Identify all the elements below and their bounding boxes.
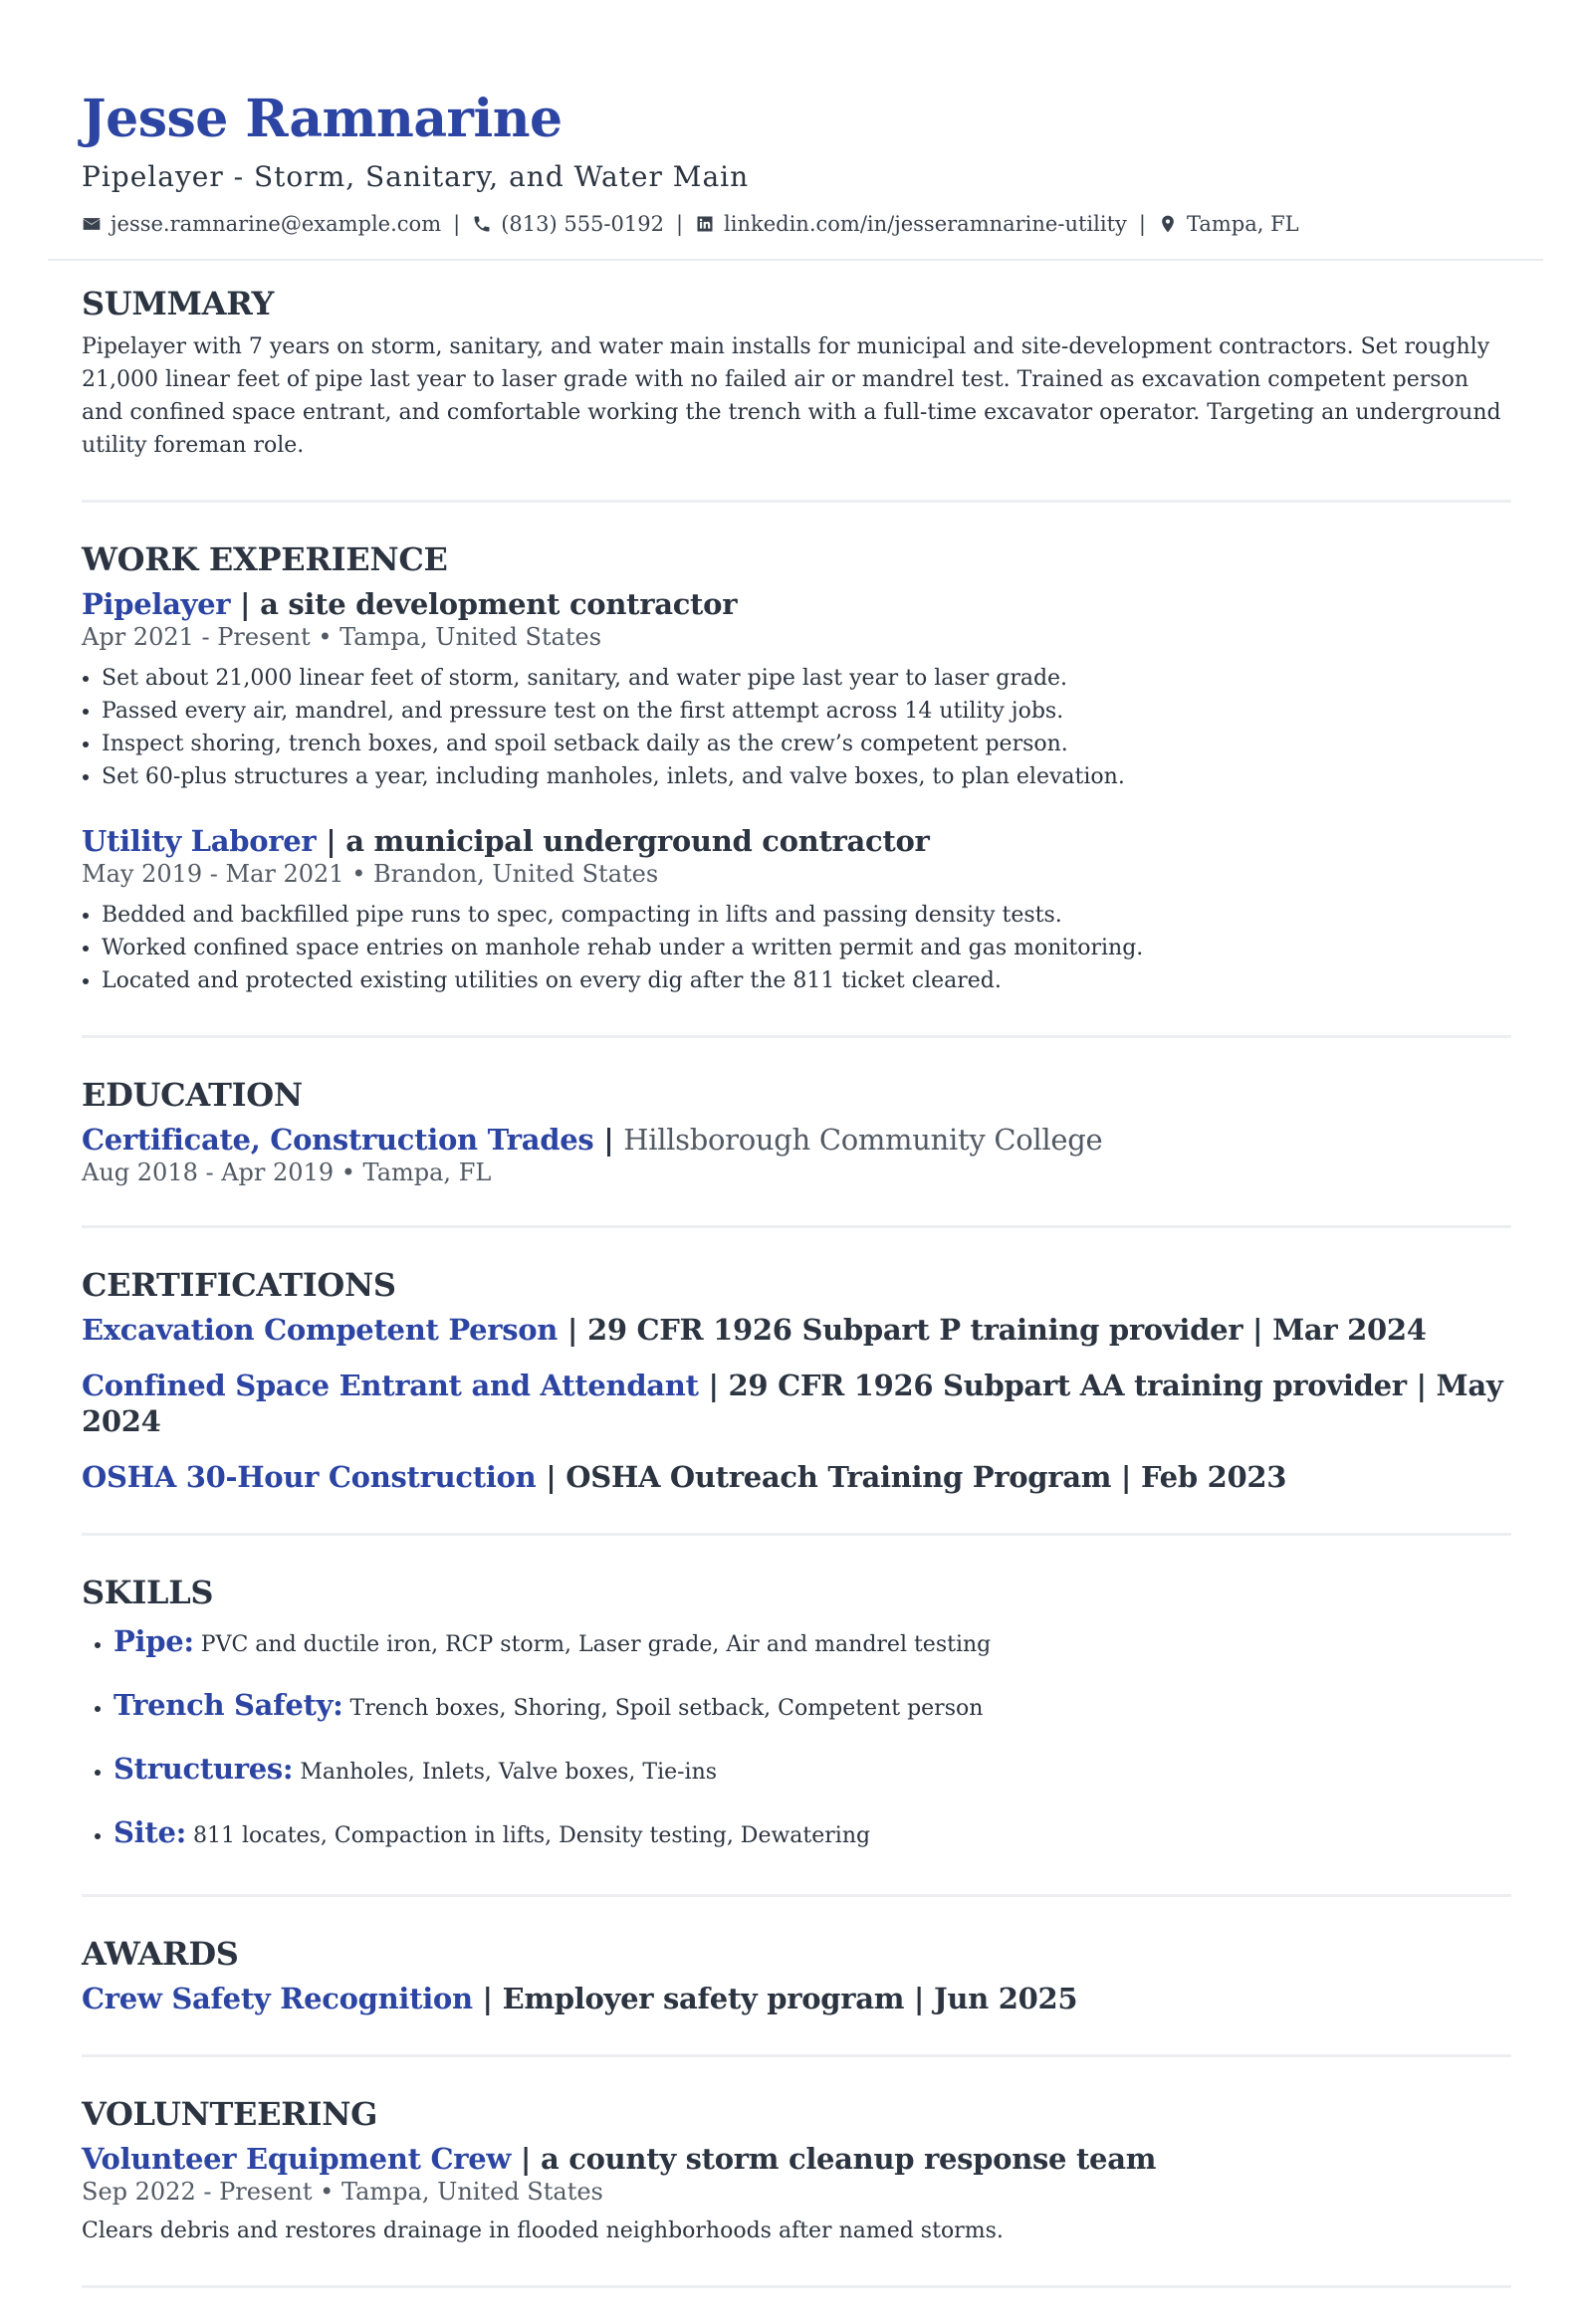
section-title: EDUCATION xyxy=(82,1076,303,1114)
list-item: • Set about 21,000 linear feet of storm, sanitary, and water pipe last year to laser grade. xyxy=(102,662,1511,695)
job-title-line xyxy=(82,586,1511,622)
skill-values: Trench boxes, Shoring, Spoil setback, Competent person xyxy=(349,1696,984,1721)
contact-bar xyxy=(82,209,1515,239)
school: Hillsborough Community College xyxy=(623,1123,1103,1157)
title-separator: | xyxy=(520,2142,532,2176)
job-title-line xyxy=(82,823,1511,859)
title-separator: | xyxy=(1252,1313,1263,1347)
envelope-icon xyxy=(82,214,102,234)
title-separator: | xyxy=(603,1123,614,1157)
section-title: WORK EXPERIENCE xyxy=(82,540,448,578)
section-title: VOLUNTEERING xyxy=(82,2095,378,2133)
cert-issuer: OSHA Outreach Training Program xyxy=(565,1460,1112,1494)
volunteer-title-line xyxy=(82,2141,1511,2177)
resume-body xyxy=(82,283,1511,2324)
list-item: • Bedded and backfilled pipe runs to spec, compacting in lifts and passing density tests. xyxy=(102,899,1511,932)
certification-item xyxy=(82,1312,1511,1348)
education-title-line xyxy=(82,1122,1511,1158)
linkedin-icon xyxy=(695,214,715,234)
award-item xyxy=(82,1981,1511,2016)
header-divider xyxy=(48,259,1543,261)
volunteer-dates: Sep 2022 - Present xyxy=(82,2178,313,2206)
skill-category: Trench Safety: xyxy=(113,1688,343,1722)
job-dates: May 2019 - Mar 2021 xyxy=(82,860,344,888)
degree: Certificate, Construction Trades xyxy=(82,1123,594,1157)
job-employer: a site development contractor xyxy=(260,587,738,621)
title-separator: | xyxy=(240,587,251,621)
contact-phone[interactable] xyxy=(472,209,664,239)
contact-separator: | xyxy=(453,212,461,236)
skill-values: Manholes, Inlets, Valve boxes, Tie-ins xyxy=(300,1760,718,1785)
section-title: SUMMARY xyxy=(82,285,275,322)
volunteering-section xyxy=(82,2093,1511,2288)
title-separator: | xyxy=(546,1460,557,1494)
email-text: jesse.ramnarine@example.com xyxy=(111,212,442,236)
title-separator: | xyxy=(913,1982,925,2015)
contact-email[interactable] xyxy=(82,209,441,239)
cert-name: Excavation Competent Person xyxy=(82,1313,559,1347)
candidate-name: Jesse Ramnarine xyxy=(82,89,563,149)
job-role: Utility Laborer xyxy=(82,824,317,858)
list-item: • Worked confined space entries on manhole rehab under a written permit and gas monitoring. xyxy=(102,932,1511,964)
job-bullets xyxy=(82,662,1511,793)
map-pin-icon xyxy=(1158,214,1178,234)
list-item: • Set 60-plus structures a year, including manholes, inlets, and valve boxes, to plan elevation. xyxy=(102,760,1511,793)
job-meta xyxy=(82,622,1511,652)
awards-section xyxy=(82,1933,1511,2057)
volunteer-role: Volunteer Equipment Crew xyxy=(82,2142,512,2176)
contact-linkedin[interactable] xyxy=(695,209,1127,239)
title-separator: | xyxy=(1416,1369,1427,1402)
skill-group xyxy=(113,1685,1511,1729)
title-separator: | xyxy=(566,1313,578,1347)
award-name: Crew Safety Recognition xyxy=(82,1982,473,2015)
education-dates: Aug 2018 - Apr 2019 xyxy=(82,1159,335,1186)
job-employer: a municipal underground contractor xyxy=(345,824,930,858)
contact-separator: | xyxy=(1138,212,1146,236)
cert-name: OSHA 30-Hour Construction xyxy=(82,1460,537,1494)
contact-separator: | xyxy=(675,212,684,236)
cert-date: Feb 2023 xyxy=(1140,1460,1287,1494)
location-text: Tampa, FL xyxy=(1186,212,1299,236)
section-title: SKILLS xyxy=(82,1574,214,1611)
experience-section xyxy=(82,538,1511,1038)
meta-separator: • xyxy=(318,623,333,651)
volunteer-description: Clears debris and restores drainage in flooded neighborhoods after named storms. xyxy=(82,2218,1004,2243)
certification-item xyxy=(82,1368,1511,1439)
job-entry xyxy=(82,586,1511,793)
volunteer-meta xyxy=(82,2177,1511,2207)
education-meta xyxy=(82,1158,1511,1187)
skill-group xyxy=(113,1621,1511,1665)
phone-icon xyxy=(472,214,492,234)
section-title: AWARDS xyxy=(82,1935,239,1973)
award-issuer: Employer safety program xyxy=(502,1982,905,2015)
skill-values: 811 locates, Compaction in lifts, Density testing, Dewatering xyxy=(193,1823,871,1848)
phone-text: (813) 555-0192 xyxy=(501,212,664,236)
skills-list xyxy=(82,1621,1511,1856)
skill-category: Structures: xyxy=(113,1752,294,1786)
cert-issuer: 29 CFR 1926 Subpart AA training provider xyxy=(728,1369,1407,1402)
resume-header xyxy=(82,88,1515,239)
summary-text: Pipelayer with 7 years on storm, sanitary, and water main installs for municipal and site-development contractors. Set roughly 21,000 linear feet of pipe last year to laser grade with no failed air or mandrel test. Trained as excavation competent person and confined space entrant, and comfortable working the trench with a full-time excavator operator. Targeting an underground utility foreman role. xyxy=(82,334,1501,458)
title-separator: | xyxy=(708,1369,719,1402)
certification-item xyxy=(82,1459,1511,1495)
meta-separator: • xyxy=(320,2178,335,2206)
cert-issuer: 29 CFR 1926 Subpart P training provider xyxy=(586,1313,1243,1347)
job-role: Pipelayer xyxy=(82,587,231,621)
award-date: Jun 2025 xyxy=(933,1982,1078,2015)
title-separator: | xyxy=(482,1982,493,2015)
job-location: Brandon, United States xyxy=(373,860,659,888)
job-meta xyxy=(82,859,1511,889)
skill-category: Site: xyxy=(113,1815,187,1849)
skill-group xyxy=(113,1749,1511,1793)
skill-category: Pipe: xyxy=(113,1624,194,1658)
meta-separator: • xyxy=(340,1159,355,1186)
contact-location xyxy=(1158,209,1299,239)
title-separator: | xyxy=(326,824,337,858)
job-bullets xyxy=(82,899,1511,997)
job-entry xyxy=(82,823,1511,997)
skill-group xyxy=(113,1812,1511,1856)
summary-section xyxy=(82,283,1511,503)
education-location: Tampa, FL xyxy=(362,1159,492,1186)
cert-date: Mar 2024 xyxy=(1272,1313,1427,1347)
list-item: • Passed every air, mandrel, and pressure test on the first attempt across 14 utility jobs. xyxy=(102,695,1511,728)
list-item: • Located and protected existing utilities on every dig after the 811 ticket cleared. xyxy=(102,964,1511,997)
job-dates: Apr 2021 - Present xyxy=(82,623,311,651)
cert-date: May 2024 xyxy=(82,1369,1503,1438)
volunteer-location: Tampa, United States xyxy=(340,2178,603,2206)
section-title: CERTIFICATIONS xyxy=(82,1266,396,1304)
certifications-section xyxy=(82,1264,1511,1536)
skill-values: PVC and ductile iron, RCP storm, Laser grade, Air and mandrel testing xyxy=(200,1632,992,1657)
volunteer-org: a county storm cleanup response team xyxy=(540,2142,1157,2176)
education-section xyxy=(82,1074,1511,1228)
candidate-headline: Pipelayer - Storm, Sanitary, and Water Main xyxy=(82,160,750,193)
meta-separator: • xyxy=(351,860,366,888)
job-location: Tampa, United States xyxy=(339,623,602,651)
skills-section xyxy=(82,1572,1511,1897)
cert-name: Confined Space Entrant and Attendant xyxy=(82,1369,699,1402)
linkedin-text: linkedin.com/in/jesseramnarine-utility xyxy=(724,212,1127,236)
list-item: • Inspect shoring, trench boxes, and spoil setback daily as the crew’s competent person. xyxy=(102,728,1511,760)
title-separator: | xyxy=(1120,1460,1132,1494)
